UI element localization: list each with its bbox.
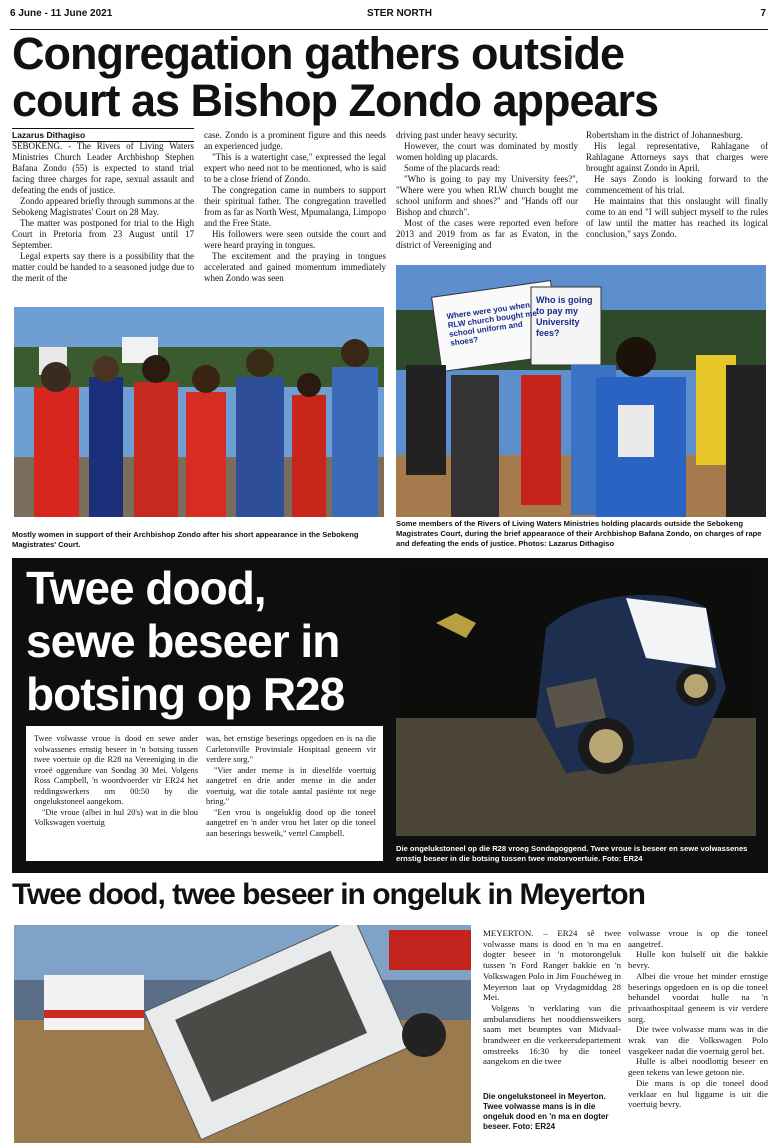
- paragraph: He says Zondo is looking forward to the commencement of his trial.: [586, 174, 768, 195]
- paragraph: Albei die vroue het minder ernstige beserings opgedoen en is op die toneel behandel voordat hulle na 'n privaathospitaal geneem is vir verdere sorg.: [628, 970, 768, 1024]
- story2-caption: Die ongelukstoneel op die R28 vroeg Sondagoggend. Twee vroue is beseer en sewe volwassenes ernstig beseer in die botsing tussen twee motorvoertuie. Foto: ER24: [396, 844, 748, 863]
- paragraph: The matter was postponed for trial to the High Court in Pretoria from 23 August until 17 September.: [12, 218, 194, 250]
- paragraph: Some of the placards read:: [404, 163, 500, 173]
- paragraph: MEYERTON. – ER24 sê twee volwasse mans is dood en 'n ma en dogter beseer in 'n motorongeluk tussen 'n Ford Ranger bakkie en 'n Volkswagen Polo in Jim Fouchéweg in Meyerton laat op Vrydagmiddag 28 Mei.: [483, 928, 621, 1003]
- paragraph: Legal experts say there is a possibility that the matter could be handed to a seasoned judge due to the merit of the: [12, 251, 194, 283]
- story1-photo-right: [396, 265, 766, 517]
- story1-column4: [586, 130, 768, 240]
- story1-photo-left: [14, 307, 384, 517]
- story1-headline: [12, 30, 772, 124]
- paragraph: Hulle is albei noodlottig beseer en geen tekens van lewe getoon nie.: [628, 1056, 768, 1078]
- story3-caption: Die ongelukstoneel in Meyerton. Twee volwasse mans is in die ongeluk dood en 'n ma en dogter beseer. Foto: ER24: [483, 1092, 609, 1131]
- story1-caption-right: Some members of the Rivers of Living Waters Ministries holding placards outside the Sebokeng Magistrates Court, during the brief appearance of their Archbishop Bafana Zondo, on charges of rape and defeating the ends of justice. Photos: Lazarus Dithagiso: [396, 519, 762, 548]
- story1-column2: [204, 130, 386, 284]
- paragraph: Robertsham in the district of Johannesburg.: [586, 130, 743, 140]
- paragraph: "Die vroue (albei in hul 20's) wat in die blou Volkswagen voertuig: [34, 807, 198, 827]
- story3-headline: Twee dood, twee beseer in ongeluk in Meyerton: [12, 878, 645, 911]
- page-header: [10, 4, 768, 30]
- paragraph: Most of the cases were reported even before 2013 and 2019 from as far as Evaton, in the district of Vereeniging and: [396, 218, 578, 250]
- story2-headline-line1: Twee dood,: [26, 562, 266, 614]
- story1-byline: Lazarus Dithagiso: [12, 128, 194, 142]
- story1-column3: [396, 130, 578, 251]
- placard-who-will-pay: Who is going to pay my University fees?: [536, 295, 593, 338]
- publication-name: STER NORTH: [367, 8, 432, 19]
- story2-column1: [34, 734, 198, 829]
- paragraph: The congregation came in numbers to support their spiritual father. The congregation travelled from as far as North West, Mpumalanga, Limpopo and the Free State.: [204, 185, 386, 228]
- story1-headline-line2: court as Bishop Zondo appears: [12, 75, 659, 126]
- paragraph: volwasse vroue is op die toneel aangetref.: [628, 928, 768, 949]
- story2-photo: [396, 568, 756, 836]
- paragraph: Twee volwasse vroue is dood en sewe ander volwassenes ernstig beseer in 'n botsing tussen twee voertuie op die R28 na Vereeniging in die vroeë oggendure van Sondag 30 Mei. Volgens Ross Campbell, 'n woordvoerder vir ER24 het reddingswerkers om 00:50 by die ongelukstoneel aangekom.: [34, 734, 198, 806]
- paragraph: Volgens 'n verklaring van die ambulansdiens het nooddiensweikers saam met beamptes van Midvaal-brandweer en die verkeersdepartement omstreeks 16:30 by die toneel aangekom en die twee: [483, 1002, 621, 1067]
- story3-column1: [483, 928, 621, 1067]
- paragraph: "Een vrou is ongeluklig dood op die toneel aangetref en 'n ander vrou het later op die toneel aan beserings besweik," vertel Campbell.: [206, 807, 376, 838]
- story2-headline-line2: sewe beseer in: [26, 615, 340, 667]
- story3-column2: [628, 928, 768, 1110]
- issue-date: 6 June - 11 June 2021: [10, 8, 113, 19]
- paragraph: case. Zondo is a prominent figure and this needs an experienced judge.: [204, 130, 386, 151]
- story2-headline-line3: botsing op R28: [26, 668, 345, 720]
- paragraph: Die mans is op die toneel dood verklaar en hul liggame is uit die voertuig bevry.: [628, 1077, 768, 1110]
- paragraph: driving past under heavy security.: [396, 130, 518, 140]
- paragraph: His followers were seen outside the court and were heard praying in tongues.: [204, 229, 386, 250]
- story3-photo: [14, 925, 471, 1143]
- paragraph: However, the court was dominated by mostly women holding up placards.: [396, 141, 578, 162]
- paragraph: Hulle kon hulself uit die bakkie bevry.: [628, 949, 768, 971]
- paragraph: Die twee volwasse mans was in die wrak van die Volkswagen Polo vasgekeer nadat die voertuig gerol het.: [628, 1024, 768, 1056]
- paragraph: He maintains that this onslaught will finally come to an end "I will subject myself to the rules of law until the matter has reached its logical conclusion," says Zondo.: [586, 196, 768, 239]
- paragraph: The excitement and the praying in tongues accelerated and gained momentum immediately when Zondo was seen: [204, 251, 386, 283]
- paragraph: "Who is going to pay my University fees?", "Where were you when RLW church bought me school uniform and shoes?" and "Hands off our Bishop and church".: [396, 174, 578, 217]
- paragraph: SEBOKENG. - The Rivers of Living Waters Ministries Church Leader Archbishop Stephen Bafana Zondo (55) is expected to stand trial facing three charges for rape, sexual assault and defeating the ends of justice.: [12, 141, 194, 195]
- paragraph: Zondo appeared briefly through summons at the Sebokeng Magistrates' Court on 28 May.: [12, 196, 194, 217]
- story1-caption-left: Mostly women in support of their Archbishop Zondo after his short appearance in the Sebokeng Magistrates' Court.: [12, 530, 359, 549]
- placard-where-were-you: Where were you when RLW church bought me school uniform and shoes?: [445, 300, 538, 348]
- story1-column1: [12, 141, 194, 284]
- story2-column2: [206, 734, 376, 839]
- paragraph: "This is a watertight case," expressed the legal expert who need not to be mentioned, who is said to be a close friend of Zondo.: [204, 152, 386, 184]
- story1-headline-line1: Congregation gathers outside: [12, 28, 625, 79]
- paragraph: "Vier ander mense is in dieselfde voertuig aangetref en drie ander mense in die ander voertuig, wat die totale aantal pasiënte tot nege bring.": [206, 765, 376, 806]
- page-number: 7: [760, 8, 766, 19]
- paragraph: was, het ernstige beserings opgedoen en is na die Carletonville Provinsiale Hospitaal geneem vir verdere sorg.": [206, 734, 376, 764]
- story2-headline: [26, 562, 386, 721]
- paragraph: His legal representative, Rahlagane of Rahlagane Attorneys says that charges were brought against Zondo in April.: [586, 141, 768, 173]
